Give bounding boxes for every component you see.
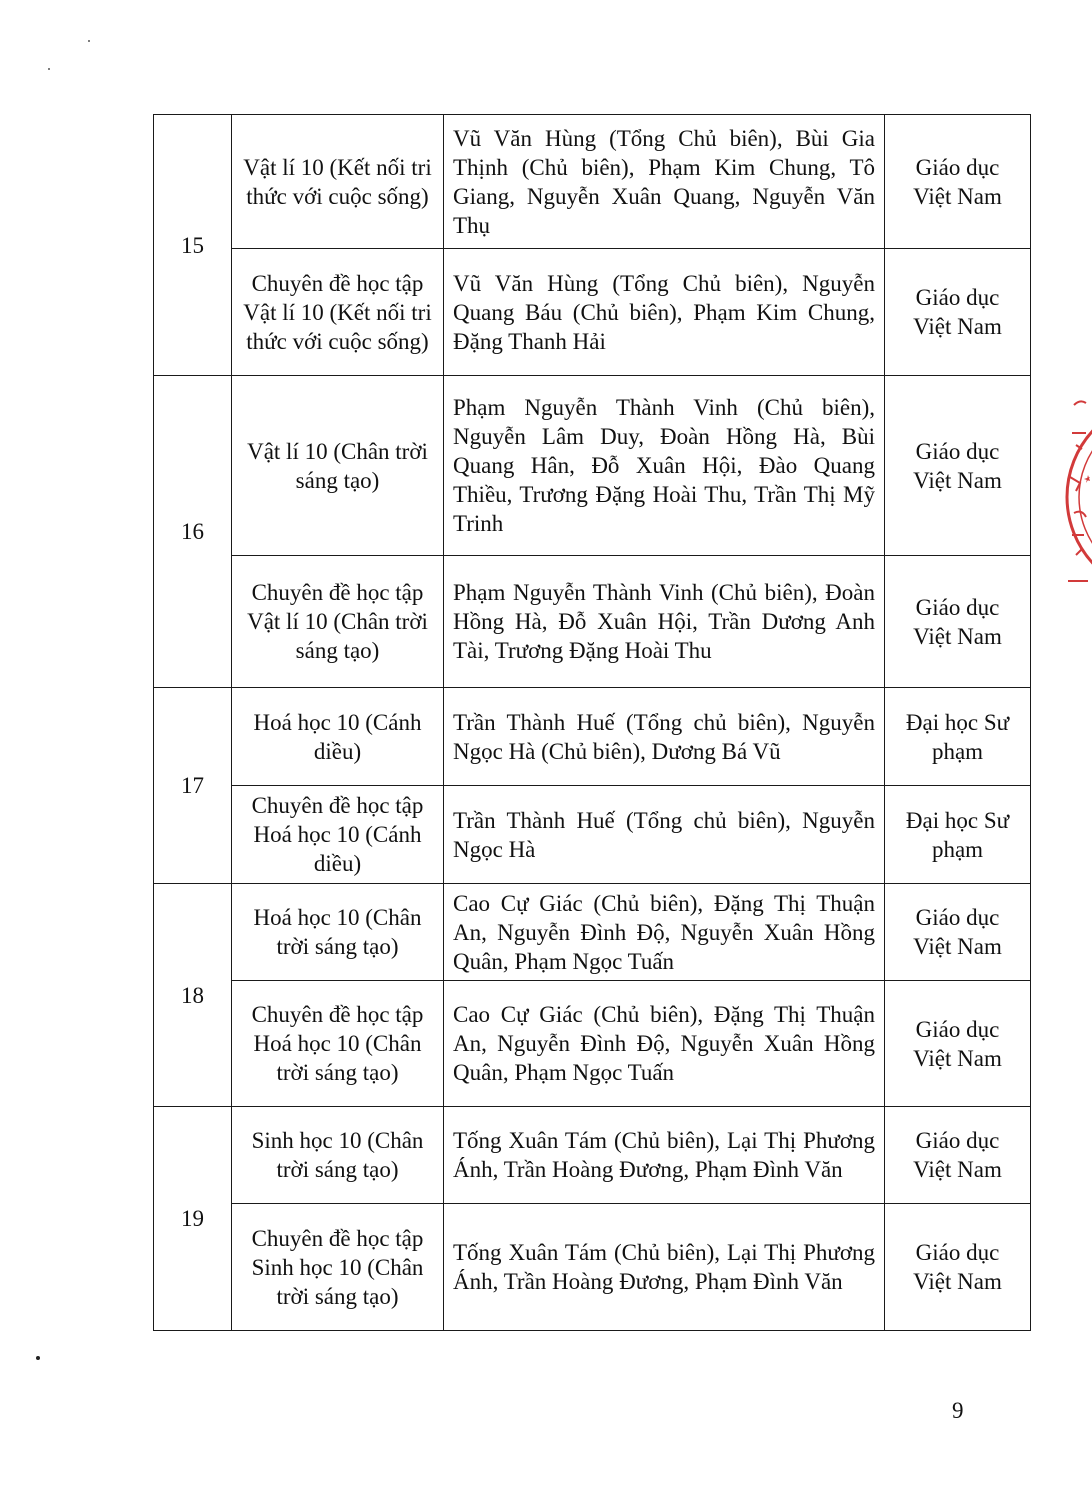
stt-cell: 19 <box>154 1107 232 1331</box>
authors-cell: Cao Cự Giác (Chủ biên), Đặng Thị Thuận An, Nguyễn Đình Độ, Nguyễn Xuân Hồng Quân, Phạm Ngọc Tuấn <box>444 981 885 1107</box>
seal-icon <box>1060 385 1092 610</box>
scan-dot <box>36 1356 40 1360</box>
authors-cell: Phạm Nguyễn Thành Vinh (Chủ biên), Nguyễn Lâm Duy, Đoàn Hồng Hà, Bùi Quang Hân, Đỗ Xuân Hội, Đào Quang Thiều, Trương Đặng Hoài Thu, Trần Thị Mỹ Trinh <box>444 376 885 556</box>
table-row <box>154 1107 1031 1204</box>
title-cell: Vật lí 10 (Chân trời sáng tạo) <box>232 376 444 556</box>
title-cell: Chuyên đề học tập Vật lí 10 (Chân trời sáng tạo) <box>232 556 444 688</box>
table-row <box>154 556 1031 688</box>
publisher-cell: Giáo dục Việt Nam <box>885 884 1031 981</box>
title-cell: Hoá học 10 (Cánh diều) <box>232 688 444 786</box>
publisher-cell: Giáo dục Việt Nam <box>885 249 1031 376</box>
publisher-cell: Đại học Sư phạm <box>885 688 1031 786</box>
scan-dot <box>88 40 90 42</box>
table-row <box>154 688 1031 786</box>
authors-cell: Trần Thành Huế (Tổng chủ biên), Nguyễn Ngọc Hà <box>444 786 885 884</box>
stt-cell: 17 <box>154 688 232 884</box>
authors-cell: Cao Cự Giác (Chủ biên), Đặng Thị Thuận An, Nguyễn Đình Độ, Nguyễn Xuân Hồng Quân, Phạm Ngọc Tuấn <box>444 884 885 981</box>
publisher-cell: Đại học Sư phạm <box>885 786 1031 884</box>
authors-cell: Phạm Nguyễn Thành Vinh (Chủ biên), Đoàn Hồng Hà, Đỗ Xuân Hội, Trần Dương Anh Tài, Trương Đặng Hoài Thu <box>444 556 885 688</box>
title-cell: Chuyên đề học tập Vật lí 10 (Kết nối tri thức với cuộc sống) <box>232 249 444 376</box>
stt-cell: 16 <box>154 376 232 688</box>
publisher-cell: Giáo dục Việt Nam <box>885 376 1031 556</box>
red-seal-stamp <box>1060 385 1092 610</box>
table-row <box>154 786 1031 884</box>
publisher-cell: Giáo dục Việt Nam <box>885 981 1031 1107</box>
title-cell: Chuyên đề học tập Hoá học 10 (Chân trời sáng tạo) <box>232 981 444 1107</box>
authors-cell: Vũ Văn Hùng (Tổng Chủ biên), Nguyễn Quang Báu (Chủ biên), Phạm Kim Chung, Đặng Thanh Hải <box>444 249 885 376</box>
publisher-cell: Giáo dục Việt Nam <box>885 115 1031 249</box>
table-row <box>154 981 1031 1107</box>
table-row <box>154 884 1031 981</box>
publisher-cell: Giáo dục Việt Nam <box>885 556 1031 688</box>
authors-cell: Vũ Văn Hùng (Tổng Chủ biên), Bùi Gia Thịnh (Chủ biên), Phạm Kim Chung, Tô Giang, Nguyễn Xuân Quang, Nguyễn Văn Thụ <box>444 115 885 249</box>
scan-dot <box>48 68 50 70</box>
table-row <box>154 376 1031 556</box>
table-row <box>154 249 1031 376</box>
page-number: 9 <box>952 1398 964 1423</box>
title-cell: Sinh học 10 (Chân trời sáng tạo) <box>232 1107 444 1204</box>
publisher-cell: Giáo dục Việt Nam <box>885 1107 1031 1204</box>
title-cell: Vật lí 10 (Kết nối tri thức với cuộc sống) <box>232 115 444 249</box>
authors-cell: Trần Thành Huế (Tổng chủ biên), Nguyễn Ngọc Hà (Chủ biên), Dương Bá Vũ <box>444 688 885 786</box>
table-row <box>154 115 1031 249</box>
title-cell: Chuyên đề học tập Sinh học 10 (Chân trời sáng tạo) <box>232 1204 444 1331</box>
publisher-cell: Giáo dục Việt Nam <box>885 1204 1031 1331</box>
textbook-table <box>153 114 1031 1331</box>
authors-cell: Tống Xuân Tám (Chủ biên), Lại Thị Phương Ánh, Trần Hoàng Đương, Phạm Đình Văn <box>444 1107 885 1204</box>
authors-cell: Tống Xuân Tám (Chủ biên), Lại Thị Phương Ánh, Trần Hoàng Đương, Phạm Đình Văn <box>444 1204 885 1331</box>
stt-cell: 15 <box>154 115 232 376</box>
title-cell: Hoá học 10 (Chân trời sáng tạo) <box>232 884 444 981</box>
table-row <box>154 1204 1031 1331</box>
title-cell: Chuyên đề học tập Hoá học 10 (Cánh diều) <box>232 786 444 884</box>
stt-cell: 18 <box>154 884 232 1107</box>
